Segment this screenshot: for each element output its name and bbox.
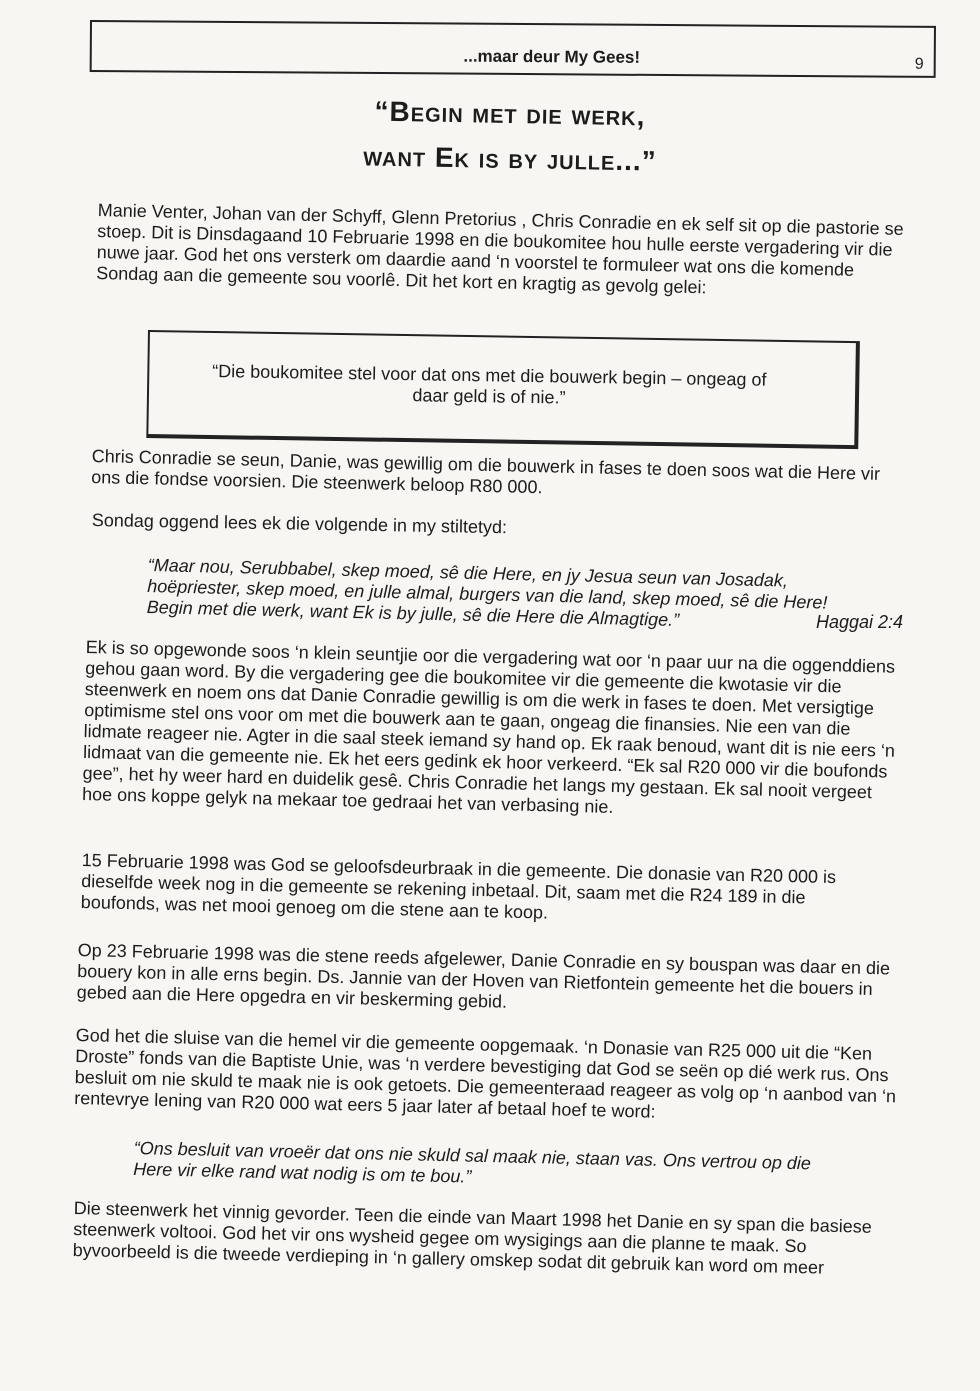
- chapter-title-line-1: “Begin met die werk,: [374, 95, 646, 132]
- paragraph-danie: Chris Conradie se seun, Danie, was gewillig om die bouwerk in fases te doen soos wat die Here vir ons die fondse voorsien. Die steenwerk beloop R80 000.: [91, 446, 881, 498]
- paragraph-breakthrough: 15 Februarie 1998 was God se geloofsdeurbraak in die gemeente. Die donasie van R20 000 is dieselfde week nog in die gemeente se rekening inbetaal. Dit, saam met die R24 189 in die boufonds, was net mooi genoeg om die stene aan te koop.: [80, 850, 837, 923]
- scripture-reference: Haggai 2:4: [816, 612, 904, 632]
- paragraph-progress: Die steenwerk het vinnig gevorder. Teen die einde van Maart 1998 het Danie en sy span die basiese steenwerk voltooi. God het vir ons wysheid gegee om wysigings aan die planne te maak. So byvoorbeeld is die tweede verdieping in ‘n gallery omskep sodat dit gebruik kan word om meer: [72, 1198, 872, 1278]
- paragraph-intro: Manie Venter, Johan van der Schyff, Glenn Pretorius , Chris Conradie en ek self sit op die pastorie se stoep. Dit is Dinsdagaand 10 Februarie 1998 en die boukomitee hou hulle eerste vergadering vir die nuwe jaar. God het ons versterk om daardie aand ‘n voorstel te formuleer wat ons die komende Sondag aan die gemeente sou voorlê. Dit het kort en kragtig as gevolg gelei:: [96, 200, 904, 298]
- page-number: 9: [914, 55, 924, 73]
- paragraph-meeting: Ek is so opgewonde soos ‘n klein seuntjie oor die vergadering wat oor ‘n paar uur na die oggenddiens gehou gaan word. By die vergadering gee die boukomitee vir die gemeente die kwotasie vir die steenwerk en noem ons dat Danie Conradie gewillig is om die werk in fases te doen. Met versigtige optimisme stel ons voor om met die bouwerk aan te gaan, ongeag die finansies. Nie een van die lidmate reageer nie. Agter in die saal steek iemand sy hand op. Ek raak benoud, want dit is nie eers ‘n lidmaat van die gemeente nie. Ek het eers gedink ek hoor verkeerd. “Ek sal R20 000 vir die boufonds gee”, het hy weer hard en duidelik gesê. Chris Conradie het langs my gestaan. Ek sal nooit vergeet hoe ons koppe gelyk na mekaar toe gedraai het van verbasing nie.: [81, 637, 896, 817]
- council-quote: “Ons besluit van vroeër dat ons nie skuld sal maak nie, staan vas. Ons vertrou op die Here vir elke rand wat nodig is om te bou.”: [133, 1138, 812, 1187]
- proposal-quote-text: “Die boukomitee stel voor dat ons met die bouwerk begin – ongeag of daar geld is of nie.”: [212, 361, 767, 408]
- paragraph-sunday: Sondag oggend lees ek die volgende in my stiltetyd:: [91, 510, 508, 538]
- proposal-quote-box: [146, 330, 860, 449]
- paragraph-bricks: Op 23 Februarie 1998 was die stene reeds afgelewer, Danie Conradie en sy bouspan was daar en die bouery kon in alle erns begin. Ds. Jannie van der Hoven van Rietfontein gemeente het die bouers in gebed aan die Here opgedra en vir beskerming gebid.: [76, 940, 891, 1012]
- header-box: [90, 20, 936, 78]
- scripture-quote: “Maar nou, Serubbabel, skep moed, sê die Here, en jy Jesua seun van Josadak, hoëpriester, skep moed, en julle almal, burgers van die land, skep moed, sê die Here! Begin met die werk, want Ek is by julle, sê die Here die Almagtige.”: [146, 555, 828, 630]
- header-title: ...maar deur My Gees!: [463, 46, 641, 67]
- paragraph-donation: God het die sluise van die hemel vir die gemeente oopgemaak. ‘n Donasie van R25 000 uit die “Ken Droste” fonds van die Baptiste Unie, was ‘n verdere bevestiging dat God se seën op dié werk rus. Ons besluit om nie skuld te maak nie is ook getoets. Die gemeenteraad reageer as volg op ‘n aanbod van ‘n rentevrye lening van R20 000 wat eers 5 jaar later af betaal hoef te word:: [74, 1025, 897, 1122]
- chapter-title-line-2: want Ek is by julle...”: [363, 140, 657, 177]
